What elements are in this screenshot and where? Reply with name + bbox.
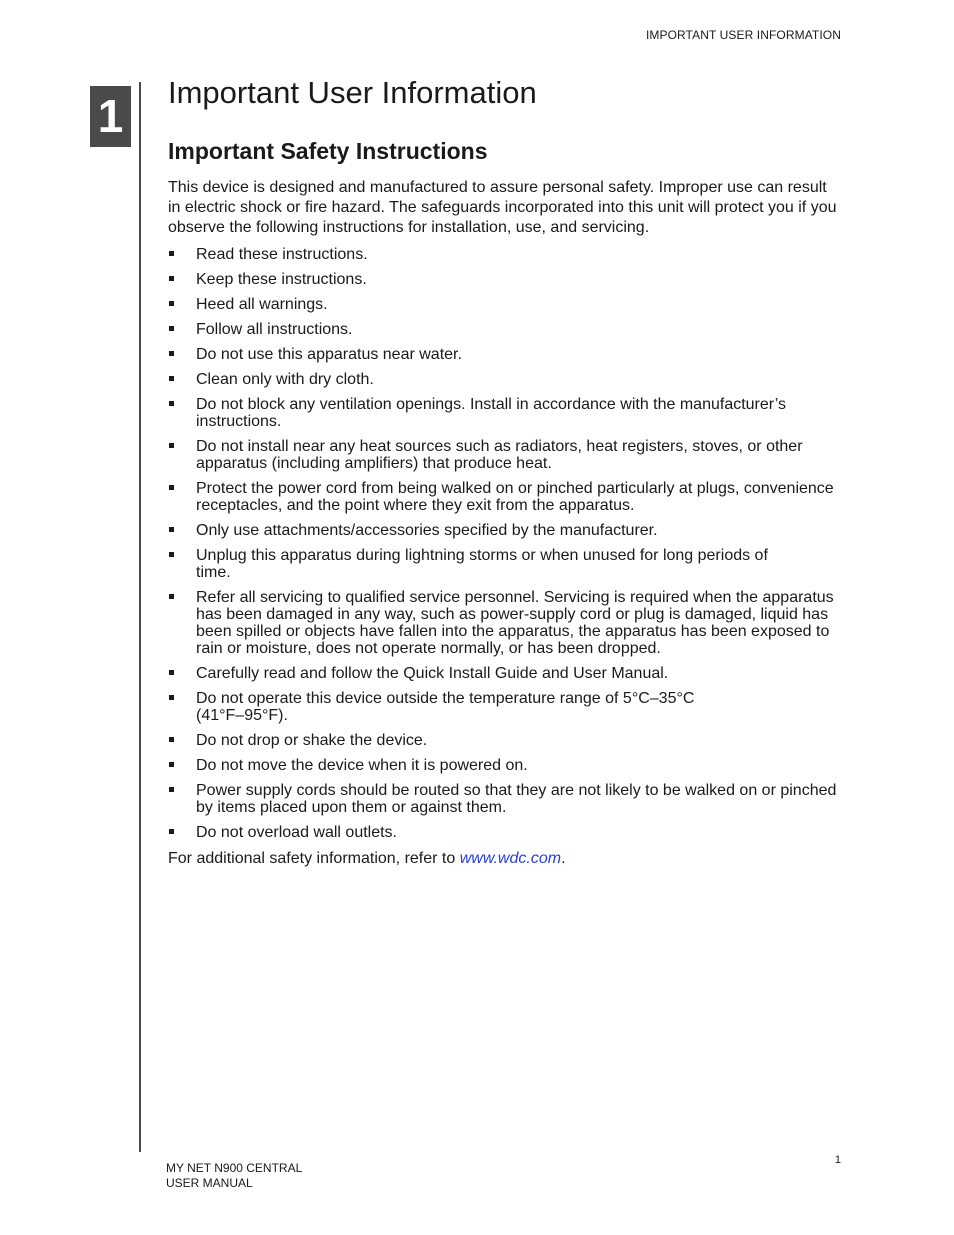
bullet-icon bbox=[169, 527, 174, 532]
bullet-icon bbox=[169, 351, 174, 356]
bullet-icon bbox=[169, 251, 174, 256]
section-title: Important Safety Instructions bbox=[168, 138, 488, 164]
list-item-text: Protect the power cord from being walked on or pinched particularly at plugs, convenience receptacles, and the point where they exit from the apparatus. bbox=[196, 480, 834, 514]
bullet-icon bbox=[169, 594, 174, 599]
list-item bbox=[168, 346, 842, 363]
margin-rule bbox=[139, 82, 141, 1152]
closing-period: . bbox=[561, 850, 566, 867]
list-item-text: Do not install near any heat sources such as radiators, heat registers, stoves, or other apparatus (including amplifiers) that produce heat. bbox=[196, 438, 803, 472]
list-item-text: Do not use this apparatus near water. bbox=[196, 346, 462, 363]
website-link[interactable]: www.wdc.com bbox=[459, 850, 562, 867]
bullet-icon bbox=[169, 485, 174, 490]
list-item bbox=[168, 757, 842, 774]
footer-manual-line: USER MANUAL bbox=[166, 1176, 253, 1190]
list-item bbox=[168, 480, 842, 514]
bullet-icon bbox=[169, 787, 174, 792]
list-item bbox=[168, 690, 842, 724]
list-item bbox=[168, 396, 842, 430]
list-item-text: Follow all instructions. bbox=[196, 321, 353, 338]
list-item-text: Unplug this apparatus during lightning storms or when unused for long periods of time. bbox=[196, 547, 768, 581]
intro-paragraph: This device is designed and manufactured to assure personal safety. Improper use can result in electric shock or fire hazard. The safeguards incorporated into this unit will protect you if you observe the following instructions for installation, use, and servicing. bbox=[168, 179, 837, 236]
bullet-icon bbox=[169, 737, 174, 742]
list-item bbox=[168, 371, 842, 388]
bullet-icon bbox=[169, 443, 174, 448]
bullet-icon bbox=[169, 670, 174, 675]
list-item-text: Keep these instructions. bbox=[196, 271, 367, 288]
list-item-text: Do not move the device when it is powered on. bbox=[196, 757, 528, 774]
main-content bbox=[168, 72, 842, 869]
bullet-icon bbox=[169, 326, 174, 331]
bullet-icon bbox=[169, 829, 174, 834]
bullet-icon bbox=[169, 376, 174, 381]
running-header: IMPORTANT USER INFORMATION bbox=[645, 28, 841, 42]
list-item bbox=[168, 296, 842, 313]
list-item-text: Only use attachments/accessories specified by the manufacturer. bbox=[196, 522, 658, 539]
list-item bbox=[168, 665, 842, 682]
list-item bbox=[168, 522, 842, 539]
list-item bbox=[168, 782, 842, 816]
list-item-text: Read these instructions. bbox=[196, 246, 368, 263]
list-item bbox=[168, 732, 842, 749]
list-item-text: Do not block any ventilation openings. Install in accordance with the manufacturer’s instructions. bbox=[196, 396, 786, 430]
safety-instruction-list bbox=[168, 246, 842, 841]
list-item-text: Refer all servicing to qualified service personnel. Servicing is required when the apparatus has been damaged in any way, such as power-supply cord or plug is damaged, liquid has been spilled or objects have fallen into the apparatus, the apparatus has been exposed to rain or moisture, does not operate normally, or has been dropped. bbox=[196, 589, 834, 657]
chapter-number-box: 1 bbox=[90, 86, 131, 147]
bullet-icon bbox=[169, 401, 174, 406]
list-item-text: Do not operate this device outside the temperature range of 5°C–35°C (41°F–95°F). bbox=[196, 690, 695, 724]
page-number: 1 bbox=[834, 1154, 841, 1166]
list-item-text: Clean only with dry cloth. bbox=[196, 371, 374, 388]
chapter-title: Important User Information bbox=[168, 75, 537, 110]
footer-product-name bbox=[166, 1161, 302, 1191]
bullet-icon bbox=[169, 552, 174, 557]
list-item-text: Do not drop or shake the device. bbox=[196, 732, 428, 749]
list-item-text: Heed all warnings. bbox=[196, 296, 328, 313]
list-item bbox=[168, 589, 842, 657]
list-item bbox=[168, 271, 842, 288]
closing-paragraph bbox=[168, 849, 842, 869]
bullet-icon bbox=[169, 276, 174, 281]
list-item bbox=[168, 547, 842, 581]
bullet-icon bbox=[169, 301, 174, 306]
list-item-text: Carefully read and follow the Quick Install Guide and User Manual. bbox=[196, 665, 669, 682]
list-item bbox=[168, 824, 842, 841]
footer-product-line: MY NET N900 CENTRAL bbox=[166, 1161, 303, 1175]
list-item bbox=[168, 321, 842, 338]
list-item-text: Power supply cords should be routed so that they are not likely to be walked on or pinched by items placed upon them or against them. bbox=[196, 782, 837, 816]
list-item bbox=[168, 246, 842, 263]
list-item bbox=[168, 438, 842, 472]
list-item-text: Do not overload wall outlets. bbox=[196, 824, 397, 841]
closing-text: For additional safety information, refer to bbox=[168, 850, 460, 867]
bullet-icon bbox=[169, 695, 174, 700]
bullet-icon bbox=[169, 762, 174, 767]
